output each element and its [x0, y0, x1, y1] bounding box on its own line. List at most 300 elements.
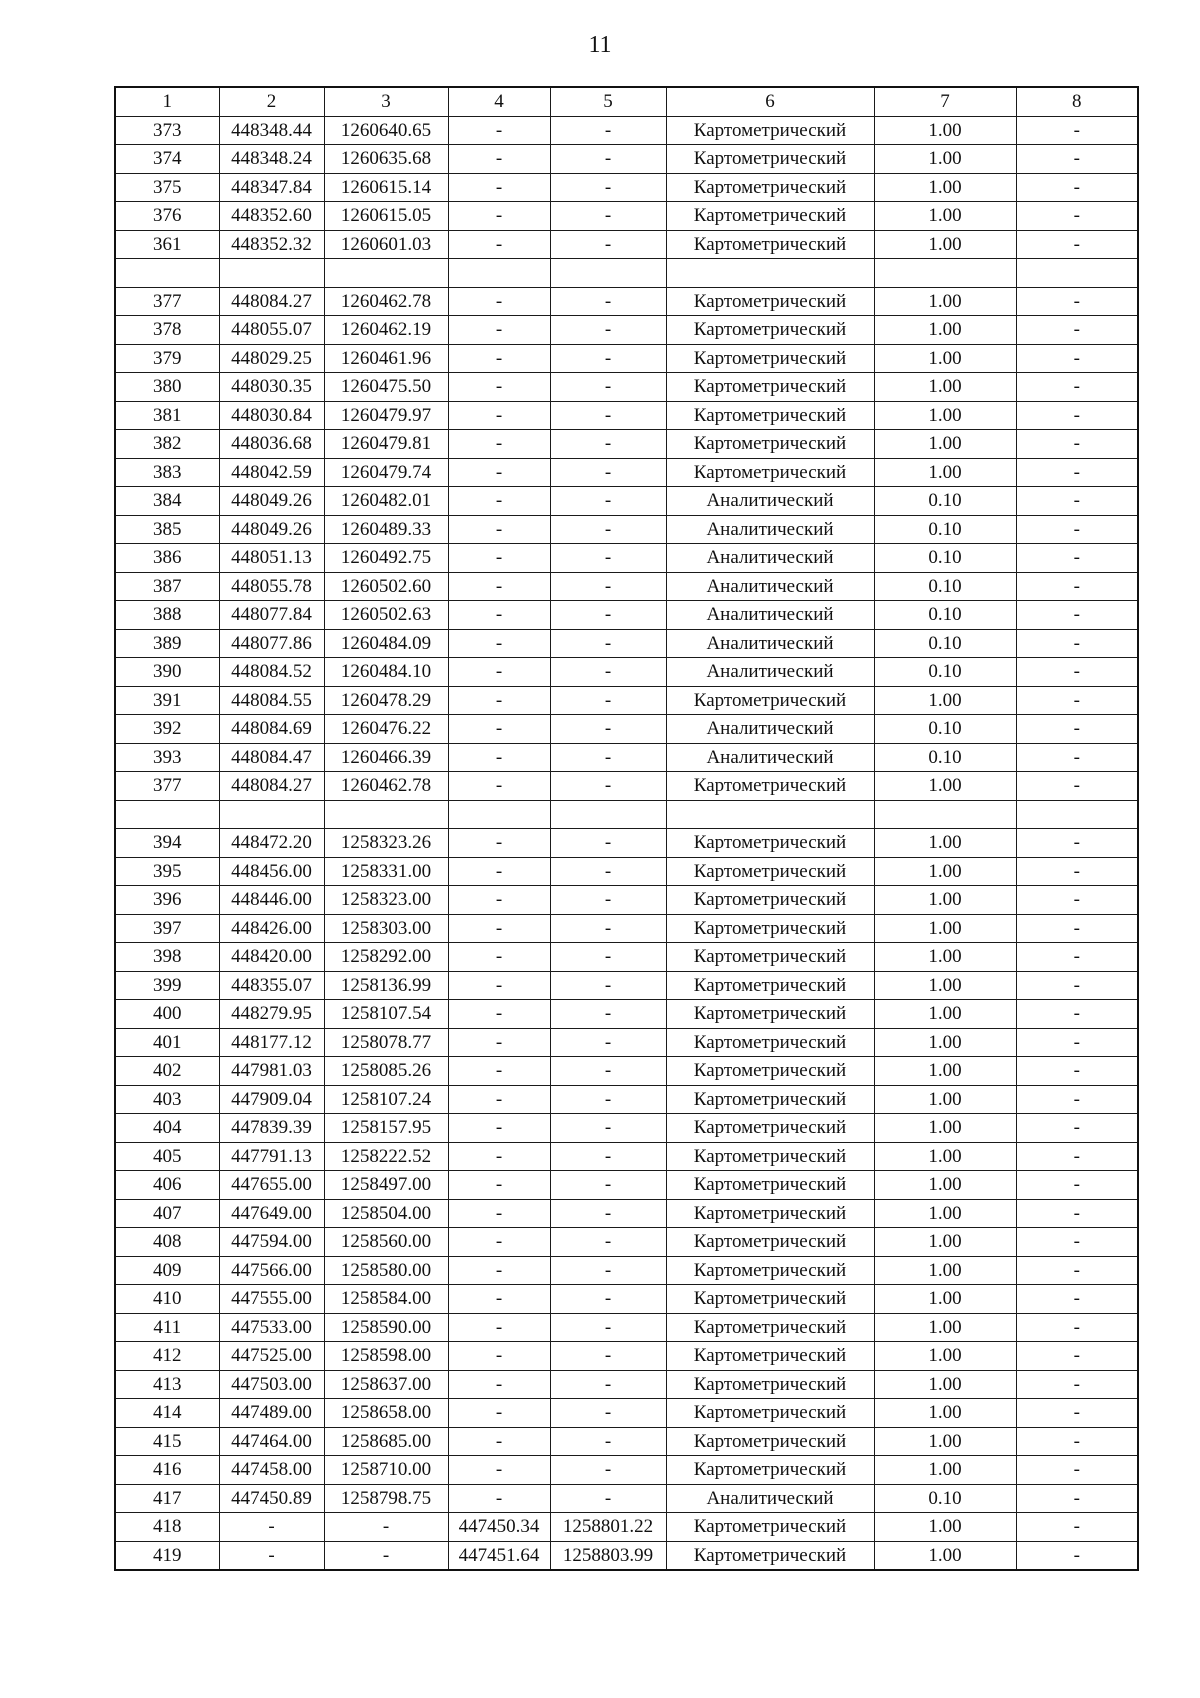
table-cell-col-7: 0.10 — [874, 629, 1016, 658]
table-cell-col-2: 448084.55 — [219, 686, 324, 715]
table-row — [115, 1541, 1138, 1570]
table-cell-col-7: 1.00 — [874, 1171, 1016, 1200]
table-cell-col-4: - — [448, 943, 550, 972]
table-cell-col-5: 1258801.22 — [550, 1513, 666, 1542]
table-cell-col-8: - — [1016, 743, 1138, 772]
table-cell-col-8: - — [1016, 1285, 1138, 1314]
table-cell-col-4 — [448, 800, 550, 829]
table-cell-col-7: 1.00 — [874, 173, 1016, 202]
table-cell-col-1: 404 — [115, 1114, 219, 1143]
table-cell-col-5: - — [550, 1313, 666, 1342]
table-cell-col-8: - — [1016, 1370, 1138, 1399]
table-cell-col-4: - — [448, 1171, 550, 1200]
table-cell-col-8: - — [1016, 487, 1138, 516]
table-cell-col-4: - — [448, 544, 550, 573]
table-cell-col-3: 1260492.75 — [324, 544, 448, 573]
table-cell-col-6: Картометрический — [666, 1085, 874, 1114]
table-cell-col-7: 1.00 — [874, 943, 1016, 972]
table-cell-col-2: 448049.26 — [219, 515, 324, 544]
table-cell-col-5: - — [550, 230, 666, 259]
table-cell-col-3: 1260461.96 — [324, 344, 448, 373]
table-cell-col-3: 1258107.54 — [324, 1000, 448, 1029]
table-cell-col-3: 1260466.39 — [324, 743, 448, 772]
table-cell-col-8: - — [1016, 1057, 1138, 1086]
table-cell-col-2: 448348.24 — [219, 145, 324, 174]
table-header-row — [115, 87, 1138, 116]
table-cell-col-8: - — [1016, 458, 1138, 487]
table-cell-col-2: 448472.20 — [219, 829, 324, 858]
table-cell-col-1: 361 — [115, 230, 219, 259]
table-cell-col-1: 388 — [115, 601, 219, 630]
table-cell-col-8: - — [1016, 401, 1138, 430]
table-cell-col-8: - — [1016, 1199, 1138, 1228]
table-cell-col-4: - — [448, 1285, 550, 1314]
table-cell-col-8: - — [1016, 230, 1138, 259]
table-cell-col-7: 1.00 — [874, 202, 1016, 231]
table-cell-col-7: 1.00 — [874, 1114, 1016, 1143]
table-cell-col-3: 1260476.22 — [324, 715, 448, 744]
table-cell-col-7: 1.00 — [874, 971, 1016, 1000]
table-row — [115, 202, 1138, 231]
table-row — [115, 686, 1138, 715]
table-cell-col-8: - — [1016, 1171, 1138, 1200]
table-cell-col-3: 1258497.00 — [324, 1171, 448, 1200]
table-cell-col-7: 1.00 — [874, 686, 1016, 715]
table-cell-col-1: 374 — [115, 145, 219, 174]
table-cell-col-5: - — [550, 373, 666, 402]
table-cell-col-5: - — [550, 458, 666, 487]
table-cell-col-7: 1.00 — [874, 1142, 1016, 1171]
table-cell-col-7: 1.00 — [874, 1285, 1016, 1314]
table-cell-col-5: - — [550, 686, 666, 715]
table-cell-col-8: - — [1016, 202, 1138, 231]
table-cell-col-1: 378 — [115, 316, 219, 345]
table-cell-col-8: - — [1016, 572, 1138, 601]
table-cell-col-1: 408 — [115, 1228, 219, 1257]
table-cell-col-4: - — [448, 1427, 550, 1456]
table-cell-col-4: - — [448, 145, 550, 174]
column-header-1: 1 — [115, 87, 219, 116]
table-row — [115, 287, 1138, 316]
table-cell-col-3: 1260489.33 — [324, 515, 448, 544]
table-row — [115, 1114, 1138, 1143]
table-row — [115, 1285, 1138, 1314]
table-cell-col-1: 405 — [115, 1142, 219, 1171]
table-cell-col-7: 1.00 — [874, 1000, 1016, 1029]
table-row — [115, 487, 1138, 516]
table-cell-col-3: 1258323.26 — [324, 829, 448, 858]
table-cell-col-7: 1.00 — [874, 1456, 1016, 1485]
table-cell-col-1: 383 — [115, 458, 219, 487]
table-row — [115, 515, 1138, 544]
table-cell-col-8: - — [1016, 943, 1138, 972]
table-cell-col-7: 1.00 — [874, 772, 1016, 801]
table-cell-col-5: - — [550, 116, 666, 145]
table-cell-col-2: 447981.03 — [219, 1057, 324, 1086]
table-cell-col-8: - — [1016, 1028, 1138, 1057]
table-cell-col-8: - — [1016, 515, 1138, 544]
table-cell-col-4: - — [448, 1114, 550, 1143]
table-cell-col-2: 448426.00 — [219, 914, 324, 943]
table-cell-col-3 — [324, 800, 448, 829]
table-cell-col-8: - — [1016, 373, 1138, 402]
table-cell-col-2: 448084.52 — [219, 658, 324, 687]
table-cell-col-6: Картометрический — [666, 772, 874, 801]
table-cell-col-7: 1.00 — [874, 1057, 1016, 1086]
table-row — [115, 1370, 1138, 1399]
table-row — [115, 1513, 1138, 1542]
table-cell-col-5: - — [550, 1370, 666, 1399]
table-cell-col-7: 1.00 — [874, 1427, 1016, 1456]
table-cell-col-6: Картометрический — [666, 230, 874, 259]
table-cell-col-3: 1260462.78 — [324, 287, 448, 316]
table-cell-col-3: 1258590.00 — [324, 1313, 448, 1342]
column-header-8: 8 — [1016, 87, 1138, 116]
table-row — [115, 1456, 1138, 1485]
table-cell-col-5: - — [550, 1228, 666, 1257]
table-cell-col-1: 389 — [115, 629, 219, 658]
table-row — [115, 658, 1138, 687]
table-cell-col-6: Картометрический — [666, 1513, 874, 1542]
table-cell-col-7: 0.10 — [874, 487, 1016, 516]
table-cell-col-7: 1.00 — [874, 1541, 1016, 1570]
table-cell-col-1: 382 — [115, 430, 219, 459]
table-cell-col-1: 379 — [115, 344, 219, 373]
table-cell-col-6: Аналитический — [666, 743, 874, 772]
table-cell-col-3: 1260615.05 — [324, 202, 448, 231]
table-cell-col-6: Картометрический — [666, 430, 874, 459]
table-cell-col-5: - — [550, 1484, 666, 1513]
table-cell-col-3: - — [324, 1541, 448, 1570]
table-cell-col-2: 448029.25 — [219, 344, 324, 373]
table-row — [115, 316, 1138, 345]
table-cell-col-4: - — [448, 829, 550, 858]
table-cell-col-4: - — [448, 316, 550, 345]
table-cell-col-1: 401 — [115, 1028, 219, 1057]
column-header-6: 6 — [666, 87, 874, 116]
table-cell-col-3: 1260484.09 — [324, 629, 448, 658]
table-cell-col-1: 393 — [115, 743, 219, 772]
table-cell-col-3: 1260478.29 — [324, 686, 448, 715]
table-cell-col-4: - — [448, 686, 550, 715]
table-cell-col-5: - — [550, 401, 666, 430]
table-cell-col-5: - — [550, 287, 666, 316]
table-cell-col-4: - — [448, 1228, 550, 1257]
table-cell-col-4: - — [448, 572, 550, 601]
table-cell-col-6: Картометрический — [666, 943, 874, 972]
table-cell-col-8: - — [1016, 601, 1138, 630]
table-cell-col-7: 1.00 — [874, 230, 1016, 259]
table-row — [115, 1256, 1138, 1285]
table-cell-col-1: 418 — [115, 1513, 219, 1542]
table-cell-col-5: - — [550, 1285, 666, 1314]
table-cell-col-2: - — [219, 1541, 324, 1570]
table-row — [115, 145, 1138, 174]
table-cell-col-1: 392 — [115, 715, 219, 744]
table-cell-col-4: - — [448, 772, 550, 801]
table-cell-col-5: - — [550, 743, 666, 772]
table-cell-col-6 — [666, 800, 874, 829]
table-cell-col-3: 1258637.00 — [324, 1370, 448, 1399]
table-cell-col-2: 447555.00 — [219, 1285, 324, 1314]
table-cell-col-6: Картометрический — [666, 1142, 874, 1171]
table-cell-col-1: 385 — [115, 515, 219, 544]
table-row — [115, 401, 1138, 430]
table-cell-col-2: 448347.84 — [219, 173, 324, 202]
table-cell-col-5: - — [550, 658, 666, 687]
table-cell-col-8: - — [1016, 1541, 1138, 1570]
table-cell-col-6: Картометрический — [666, 145, 874, 174]
table-cell-col-2 — [219, 259, 324, 288]
table-cell-col-5 — [550, 800, 666, 829]
table-cell-col-4: - — [448, 1142, 550, 1171]
table-cell-col-5: - — [550, 1000, 666, 1029]
table-cell-col-2: 448030.84 — [219, 401, 324, 430]
table-cell-col-8: - — [1016, 430, 1138, 459]
table-row — [115, 629, 1138, 658]
table-row — [115, 1028, 1138, 1057]
column-header-7: 7 — [874, 87, 1016, 116]
table-cell-col-6: Картометрический — [666, 971, 874, 1000]
table-cell-col-3: 1258331.00 — [324, 857, 448, 886]
table-row — [115, 458, 1138, 487]
table-cell-col-5: - — [550, 1142, 666, 1171]
table-cell-col-2 — [219, 800, 324, 829]
table-row — [115, 886, 1138, 915]
table-cell-col-5: - — [550, 515, 666, 544]
table-cell-col-3: 1260502.63 — [324, 601, 448, 630]
table-cell-col-7: 1.00 — [874, 1256, 1016, 1285]
table-cell-col-6: Картометрический — [666, 116, 874, 145]
table-cell-col-2: 447909.04 — [219, 1085, 324, 1114]
table-cell-col-1: 373 — [115, 116, 219, 145]
table-cell-col-5: - — [550, 1342, 666, 1371]
table-cell-col-1: 398 — [115, 943, 219, 972]
table-cell-col-3: 1260615.14 — [324, 173, 448, 202]
table-cell-col-1 — [115, 800, 219, 829]
table-cell-col-6: Картометрический — [666, 1171, 874, 1200]
table-cell-col-7: 1.00 — [874, 401, 1016, 430]
table-cell-col-5: - — [550, 1399, 666, 1428]
table-cell-col-6: Картометрический — [666, 202, 874, 231]
table-cell-col-8: - — [1016, 544, 1138, 573]
table-row — [115, 373, 1138, 402]
table-cell-col-1: 407 — [115, 1199, 219, 1228]
table-cell-col-1 — [115, 259, 219, 288]
table-cell-col-3: 1258584.00 — [324, 1285, 448, 1314]
table-cell-col-1: 411 — [115, 1313, 219, 1342]
table-cell-col-1: 397 — [115, 914, 219, 943]
table-cell-col-4: - — [448, 629, 550, 658]
table-cell-col-8: - — [1016, 686, 1138, 715]
table-cell-col-2: 448355.07 — [219, 971, 324, 1000]
table-body — [115, 116, 1138, 1570]
table-cell-col-3: - — [324, 1513, 448, 1542]
table-cell-col-4: - — [448, 914, 550, 943]
table-cell-col-3: 1258107.24 — [324, 1085, 448, 1114]
table-row — [115, 1399, 1138, 1428]
table-row — [115, 1199, 1138, 1228]
table-cell-col-3: 1258504.00 — [324, 1199, 448, 1228]
table-cell-col-3: 1260462.78 — [324, 772, 448, 801]
table-cell-col-5: - — [550, 1171, 666, 1200]
table-cell-col-2: 448352.60 — [219, 202, 324, 231]
table-cell-col-2: 448036.68 — [219, 430, 324, 459]
table-cell-col-4: - — [448, 658, 550, 687]
table-row — [115, 1171, 1138, 1200]
page-number: 11 — [588, 32, 612, 58]
table-cell-col-1: 386 — [115, 544, 219, 573]
table-cell-col-1: 399 — [115, 971, 219, 1000]
table-cell-col-8: - — [1016, 971, 1138, 1000]
table-cell-col-7: 0.10 — [874, 572, 1016, 601]
table-cell-col-8: - — [1016, 344, 1138, 373]
table-cell-col-2: 448177.12 — [219, 1028, 324, 1057]
table-cell-col-7 — [874, 259, 1016, 288]
table-row — [115, 1484, 1138, 1513]
table-cell-col-4: 447451.64 — [448, 1541, 550, 1570]
table-cell-col-2: 448042.59 — [219, 458, 324, 487]
table-cell-col-5: - — [550, 173, 666, 202]
table-cell-col-6: Аналитический — [666, 601, 874, 630]
table-cell-col-1: 391 — [115, 686, 219, 715]
table-cell-col-4: - — [448, 601, 550, 630]
table-cell-col-3: 1258157.95 — [324, 1114, 448, 1143]
table-cell-col-3: 1258560.00 — [324, 1228, 448, 1257]
table-cell-col-3: 1260479.81 — [324, 430, 448, 459]
table-row — [115, 344, 1138, 373]
table-cell-col-4: - — [448, 971, 550, 1000]
table-cell-col-4: 447450.34 — [448, 1513, 550, 1542]
table-cell-col-1: 410 — [115, 1285, 219, 1314]
table-cell-col-8: - — [1016, 829, 1138, 858]
table-cell-col-7: 1.00 — [874, 287, 1016, 316]
table-cell-col-7: 1.00 — [874, 430, 1016, 459]
table-cell-col-2: 448049.26 — [219, 487, 324, 516]
table-cell-col-7: 1.00 — [874, 1399, 1016, 1428]
table-cell-col-2: 447489.00 — [219, 1399, 324, 1428]
table-cell-col-7: 0.10 — [874, 544, 1016, 573]
table-cell-col-5: - — [550, 1057, 666, 1086]
table-cell-col-7: 0.10 — [874, 601, 1016, 630]
table-cell-col-7: 0.10 — [874, 715, 1016, 744]
table-cell-col-6: Картометрический — [666, 1228, 874, 1257]
table-cell-col-6: Картометрический — [666, 1199, 874, 1228]
table-cell-col-3: 1260601.03 — [324, 230, 448, 259]
table-cell-col-4: - — [448, 1342, 550, 1371]
table-cell-col-1: 395 — [115, 857, 219, 886]
table-cell-col-5: - — [550, 886, 666, 915]
table-cell-col-7: 1.00 — [874, 145, 1016, 174]
table-cell-col-4: - — [448, 1028, 550, 1057]
table-cell-col-4: - — [448, 487, 550, 516]
table-cell-col-2: 447450.89 — [219, 1484, 324, 1513]
table-cell-col-6: Картометрический — [666, 1114, 874, 1143]
table-cell-col-7: 1.00 — [874, 829, 1016, 858]
table-cell-col-8: - — [1016, 1114, 1138, 1143]
table-cell-col-2: 448055.78 — [219, 572, 324, 601]
table-cell-col-8: - — [1016, 1427, 1138, 1456]
table-cell-col-8: - — [1016, 1456, 1138, 1485]
table-cell-col-7: 1.00 — [874, 1370, 1016, 1399]
table-cell-col-4: - — [448, 1000, 550, 1029]
table-row — [115, 430, 1138, 459]
table-cell-col-5 — [550, 259, 666, 288]
table-cell-col-3: 1260635.68 — [324, 145, 448, 174]
table-cell-col-2: 447649.00 — [219, 1199, 324, 1228]
table-cell-col-4: - — [448, 743, 550, 772]
table-cell-col-2: 447464.00 — [219, 1427, 324, 1456]
table-cell-col-4 — [448, 259, 550, 288]
table-row — [115, 601, 1138, 630]
table-row — [115, 259, 1138, 288]
table-row — [115, 857, 1138, 886]
table-cell-col-4: - — [448, 458, 550, 487]
table-cell-col-3: 1260482.01 — [324, 487, 448, 516]
table-cell-col-5: - — [550, 316, 666, 345]
table-cell-col-3: 1258685.00 — [324, 1427, 448, 1456]
table-cell-col-6: Аналитический — [666, 487, 874, 516]
table-cell-col-6: Картометрический — [666, 401, 874, 430]
table-cell-col-2: 447655.00 — [219, 1171, 324, 1200]
table-cell-col-3: 1258323.00 — [324, 886, 448, 915]
table-cell-col-5: - — [550, 1427, 666, 1456]
table-cell-col-6: Картометрический — [666, 316, 874, 345]
table-row — [115, 772, 1138, 801]
table-cell-col-3: 1258303.00 — [324, 914, 448, 943]
table-cell-col-8: - — [1016, 1513, 1138, 1542]
table-cell-col-5: - — [550, 914, 666, 943]
table-cell-col-6: Картометрический — [666, 1399, 874, 1428]
table-cell-col-6: Картометрический — [666, 344, 874, 373]
table-cell-col-2: 447533.00 — [219, 1313, 324, 1342]
table-cell-col-1: 384 — [115, 487, 219, 516]
table-cell-col-1: 396 — [115, 886, 219, 915]
table-cell-col-4: - — [448, 886, 550, 915]
table-cell-col-6: Картометрический — [666, 1342, 874, 1371]
table-row — [115, 715, 1138, 744]
table-cell-col-5: - — [550, 430, 666, 459]
table-cell-col-6: Картометрический — [666, 1057, 874, 1086]
table-cell-col-3: 1258085.26 — [324, 1057, 448, 1086]
table-cell-col-7: 1.00 — [874, 1085, 1016, 1114]
table-cell-col-5: - — [550, 344, 666, 373]
table-cell-col-7: 0.10 — [874, 743, 1016, 772]
table-cell-col-8: - — [1016, 145, 1138, 174]
table-cell-col-2: 447566.00 — [219, 1256, 324, 1285]
table-cell-col-2: 448084.69 — [219, 715, 324, 744]
table-cell-col-1: 376 — [115, 202, 219, 231]
table-cell-col-5: - — [550, 1114, 666, 1143]
table-cell-col-3: 1260479.97 — [324, 401, 448, 430]
table-cell-col-1: 412 — [115, 1342, 219, 1371]
table-cell-col-7: 1.00 — [874, 1199, 1016, 1228]
table-cell-col-8: - — [1016, 287, 1138, 316]
table-row — [115, 1000, 1138, 1029]
table-cell-col-3: 1260462.19 — [324, 316, 448, 345]
table-cell-col-4: - — [448, 401, 550, 430]
table-cell-col-4: - — [448, 1370, 550, 1399]
table-row — [115, 743, 1138, 772]
table-cell-col-1: 403 — [115, 1085, 219, 1114]
table-cell-col-1: 416 — [115, 1456, 219, 1485]
table-cell-col-3: 1258078.77 — [324, 1028, 448, 1057]
column-header-2: 2 — [219, 87, 324, 116]
table-cell-col-5: - — [550, 772, 666, 801]
table-cell-col-7: 1.00 — [874, 1513, 1016, 1542]
table-cell-col-7: 1.00 — [874, 116, 1016, 145]
table-row — [115, 1313, 1138, 1342]
